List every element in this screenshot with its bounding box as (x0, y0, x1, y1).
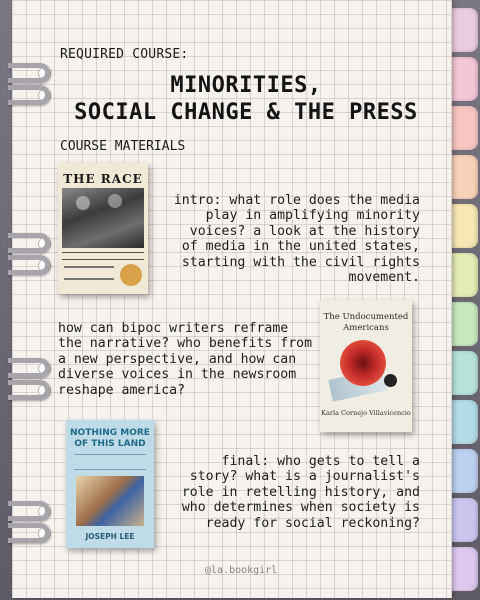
award-seal (120, 264, 142, 286)
book-cover-race-beat (58, 163, 148, 294)
course-materials-label: COURSE MATERIALS (60, 139, 186, 154)
book-title: The Undocumented Americans (323, 312, 409, 333)
section-middle-text: how can bipoc writers reframe the narrative? who benefits from a new perspective, and how can diverse voices in the newsroom reshape america? (58, 321, 313, 398)
binder-ring (12, 253, 58, 279)
credit-handle: @la.bookgirl (205, 565, 278, 576)
index-tab[interactable] (450, 498, 478, 542)
cover-art (76, 476, 144, 526)
book-author: Karla Cornejo Villavicencio (321, 409, 411, 417)
flower-illustration (340, 340, 386, 386)
course-title (56, 72, 436, 126)
index-tab[interactable] (450, 400, 478, 444)
book-title: NOTHING MORE OF THIS LAND (70, 428, 150, 449)
index-tab[interactable] (450, 253, 478, 297)
binder-ring (12, 378, 58, 404)
section-intro-text: intro: what role does the media play in amplifying minority voices? a look at the history of media in the united states, starting with the civil rights movement. (173, 193, 420, 286)
index-tab[interactable] (450, 155, 478, 199)
course-title-line-1: MINORITIES, (170, 73, 322, 98)
index-tab[interactable] (450, 449, 478, 493)
binder-ring (12, 83, 58, 109)
required-course-label: REQUIRED COURSE: (60, 47, 189, 62)
index-tab[interactable] (450, 547, 478, 591)
book-title: THE RACE (63, 172, 143, 186)
index-tab[interactable] (450, 8, 478, 52)
book-author: JOSEPH LEE (85, 532, 135, 541)
index-tab[interactable] (450, 204, 478, 248)
book-cover-undocumented-americans (320, 300, 412, 432)
index-tab[interactable] (450, 57, 478, 101)
book-cover-nothing-more-of-this-land (66, 420, 154, 548)
cover-photo (62, 188, 144, 248)
index-tabs (450, 4, 480, 600)
index-tab[interactable] (450, 302, 478, 346)
course-title-line-2: SOCIAL CHANGE & THE PRESS (74, 100, 418, 125)
section-final-text: final: who gets to tell a story? what is a journalist's role in retelling history, and who determines when society is ready for social reckoning? (181, 454, 420, 531)
index-tab[interactable] (450, 106, 478, 150)
index-tab[interactable] (450, 351, 478, 395)
binder-ring (12, 521, 58, 547)
